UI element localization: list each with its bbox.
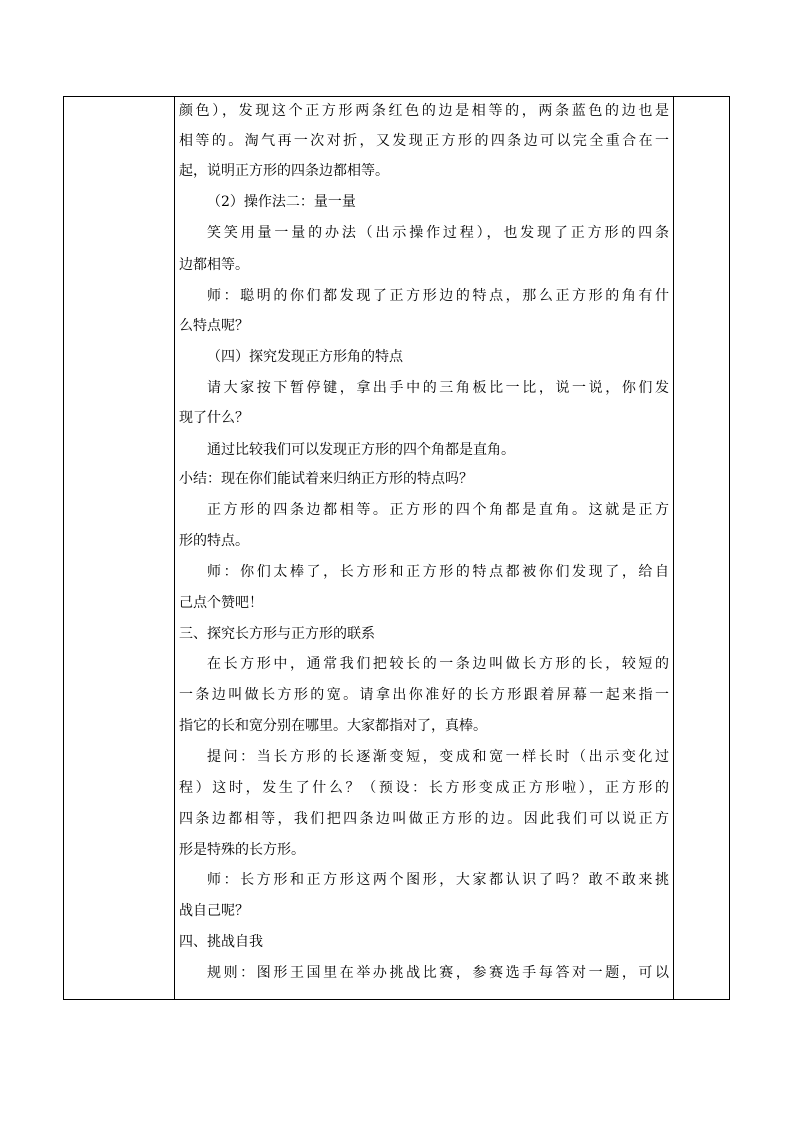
text-line: 师：长方形和正方形这两个图形，大家都认识了吗？敢不敢来挑 bbox=[207, 872, 669, 888]
text-line: 正方形的四条边都相等。正方形的四个角都是直角。这就是正方 bbox=[207, 502, 669, 518]
text-line: 形的特点。 bbox=[179, 533, 249, 549]
text-line: 现了什么？ bbox=[179, 410, 249, 426]
text-line: 颜色），发现这个正方形两条红色的边是相等的，两条蓝色的边也是 bbox=[179, 103, 669, 119]
text-line: 三、探究长方形与正方形的联系 bbox=[179, 626, 375, 642]
column-divider-left bbox=[174, 97, 175, 999]
text-line: 指它的长和宽分别在哪里。大家都指对了，真棒。 bbox=[179, 718, 487, 734]
text-line: 程）这时，发生了什么？（预设：长方形变成正方形啦），正方形的 bbox=[179, 780, 669, 796]
text-line: （2）操作法二：量一量 bbox=[207, 194, 356, 210]
lesson-table bbox=[63, 96, 730, 1000]
text-line: 己点个赞吧！ bbox=[179, 595, 263, 611]
text-line: 边都相等。 bbox=[179, 257, 249, 273]
text-line: 师：聪明的你们都发现了正方形边的特点，那么正方形的角有什 bbox=[207, 288, 669, 304]
text-line: 小结：现在你们能试着来归纳正方形的特点吗？ bbox=[179, 471, 473, 487]
text-line: 请大家按下暂停键，拿出手中的三角板比一比，说一说，你们发 bbox=[207, 380, 669, 396]
column-divider-right bbox=[673, 97, 674, 999]
text-line: 通过比较我们可以发现正方形的四个角都是直角。 bbox=[207, 442, 515, 458]
text-line: 战自己呢？ bbox=[179, 903, 249, 919]
text-line: 四、挑战自我 bbox=[179, 934, 263, 950]
text-line: 么特点呢？ bbox=[179, 318, 249, 334]
text-line: 起，说明正方形的四条边都相等。 bbox=[179, 163, 389, 179]
text-line: 规则：图形王国里在举办挑战比赛，参赛选手每答对一题，可以 bbox=[207, 965, 669, 981]
text-line: 在长方形中，通常我们把较长的一条边叫做长方形的长，较短的 bbox=[207, 656, 669, 672]
text-line: 笑笑用量一量的办法（出示操作过程），也发现了正方形的四条 bbox=[207, 225, 669, 241]
text-line: 师：你们太棒了，长方形和正方形的特点都被你们发现了，给自 bbox=[207, 564, 669, 580]
text-line: 形是特殊的长方形。 bbox=[179, 842, 305, 858]
text-line: （四）探究发现正方形角的特点 bbox=[207, 349, 403, 365]
text-line: 相等的。淘气再一次对折，又发现正方形的四条边可以完全重合在一 bbox=[179, 133, 669, 149]
text-line: 一条边叫做长方形的宽。请拿出你准好的长方形跟着屏幕一起来指一 bbox=[179, 687, 669, 703]
text-line: 四条边都相等，我们把四条边叫做正方形的边。因此我们可以说正方 bbox=[179, 811, 669, 827]
text-line: 提问：当长方形的长逐渐变短，变成和宽一样长时（出示变化过 bbox=[207, 749, 669, 765]
